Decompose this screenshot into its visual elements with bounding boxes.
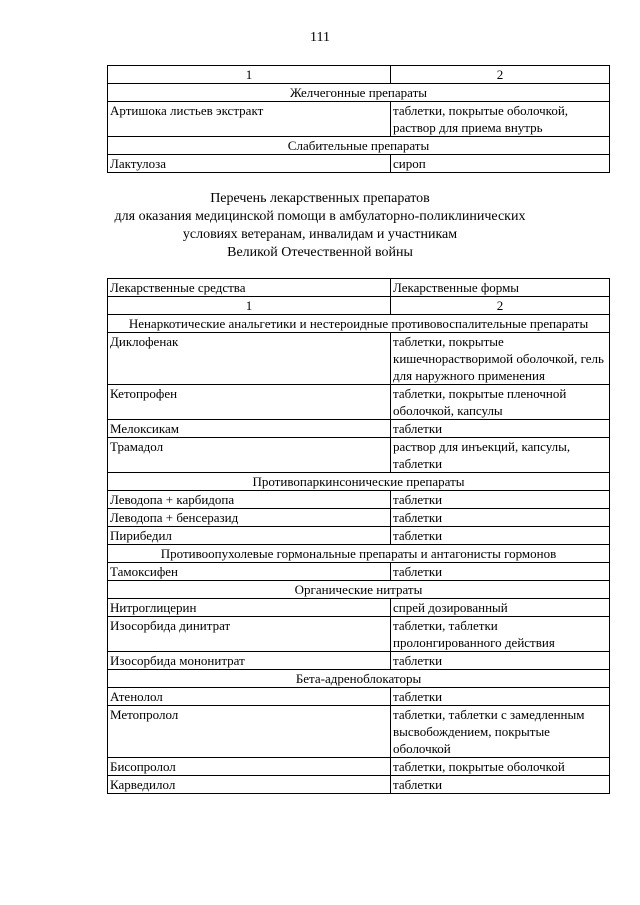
dosage-form-cell: таблетки, покрытые оболочкой, раствор для приема внутрь — [391, 102, 610, 137]
table-row — [108, 491, 610, 509]
title-line: Перечень лекарственных препаратов — [210, 191, 430, 206]
section-row — [108, 545, 610, 563]
column-number-1: 1 — [108, 66, 391, 84]
table-veterans-drugs — [107, 278, 610, 794]
section-row — [108, 315, 610, 333]
drug-name-cell: Тамоксифен — [108, 563, 391, 581]
table-row — [108, 527, 610, 545]
table-row — [108, 333, 610, 385]
dosage-form-cell: сироп — [391, 155, 610, 173]
section-heading: Желчегонные препараты — [108, 84, 610, 102]
section-row — [108, 84, 610, 102]
dosage-form-cell: спрей дозированный — [391, 599, 610, 617]
section-row — [108, 670, 610, 688]
column-number-2: 2 — [391, 297, 610, 315]
section-heading: Слабительные препараты — [108, 137, 610, 155]
dosage-form-cell: раствор для инъекций, капсулы, таблетки — [391, 438, 610, 473]
drug-name-cell: Леводопа + карбидопа — [108, 491, 391, 509]
table-row — [108, 758, 610, 776]
drug-name-cell: Трамадол — [108, 438, 391, 473]
table-column-numbers-row — [108, 297, 610, 315]
title-line: условиях ветеранам, инвалидам и участникам — [182, 227, 458, 242]
title-line: для оказания медицинской помощи в амбулаторно-поликлинических — [114, 209, 526, 224]
section-row — [108, 473, 610, 491]
section-row — [108, 137, 610, 155]
dosage-form-cell: таблетки — [391, 776, 610, 794]
table-header-row — [108, 66, 610, 84]
drug-name-cell: Мелоксикам — [108, 420, 391, 438]
section-heading: Органические нитраты — [108, 581, 610, 599]
drug-name-cell: Бисопролол — [108, 758, 391, 776]
drug-name-cell: Кетопрофен — [108, 385, 391, 420]
column-title-forms: Лекарственные формы — [391, 279, 610, 297]
table-row — [108, 706, 610, 758]
table-column-titles-row — [108, 279, 610, 297]
table-row — [108, 102, 610, 137]
document-title — [0, 190, 640, 262]
dosage-form-cell: таблетки — [391, 509, 610, 527]
dosage-form-cell: таблетки — [391, 688, 610, 706]
column-number-2: 2 — [391, 66, 610, 84]
dosage-form-cell: таблетки — [391, 420, 610, 438]
table-row — [108, 155, 610, 173]
drug-name-cell: Артишока листьев экстракт — [108, 102, 391, 137]
drug-name-cell: Изосорбида мононитрат — [108, 652, 391, 670]
table-row — [108, 385, 610, 420]
dosage-form-cell: таблетки — [391, 652, 610, 670]
table-row — [108, 438, 610, 473]
table-row — [108, 509, 610, 527]
table-row — [108, 776, 610, 794]
page-number: 111 — [310, 30, 330, 45]
dosage-form-cell: таблетки, таблетки с замедленным высвобождением, покрытые оболочкой — [391, 706, 610, 758]
section-heading: Противопаркинсонические препараты — [108, 473, 610, 491]
dosage-form-cell: таблетки — [391, 491, 610, 509]
table-row — [108, 688, 610, 706]
drug-name-cell: Нитроглицерин — [108, 599, 391, 617]
column-title-drugs: Лекарственные средства — [108, 279, 391, 297]
drug-name-cell: Метопролол — [108, 706, 391, 758]
column-number-1: 1 — [108, 297, 391, 315]
section-heading: Противоопухолевые гормональные препараты и антагонисты гормонов — [108, 545, 610, 563]
drug-name-cell: Диклофенак — [108, 333, 391, 385]
table-row — [108, 420, 610, 438]
section-heading: Бета-адреноблокаторы — [108, 670, 610, 688]
drug-name-cell: Изосорбида динитрат — [108, 617, 391, 652]
section-heading: Ненаркотические анальгетики и нестероидные противовоспалительные препараты — [108, 315, 610, 333]
drug-name-cell: Лактулоза — [108, 155, 391, 173]
section-row — [108, 581, 610, 599]
dosage-form-cell: таблетки, покрытые оболочкой — [391, 758, 610, 776]
title-line: Великой Отечественной войны — [227, 245, 413, 260]
drug-name-cell: Леводопа + бенсеразид — [108, 509, 391, 527]
dosage-form-cell: таблетки — [391, 527, 610, 545]
dosage-form-cell: таблетки — [391, 563, 610, 581]
table-row — [108, 652, 610, 670]
dosage-form-cell: таблетки, таблетки пролонгированного действия — [391, 617, 610, 652]
drug-name-cell: Атенолол — [108, 688, 391, 706]
table-cholagogue-laxative — [107, 65, 610, 173]
dosage-form-cell: таблетки, покрытые кишечнорастворимой оболочкой, гель для наружного применения — [391, 333, 610, 385]
dosage-form-cell: таблетки, покрытые пленочной оболочкой, капсулы — [391, 385, 610, 420]
drug-name-cell: Пирибедил — [108, 527, 391, 545]
drug-name-cell: Карведилол — [108, 776, 391, 794]
table-row — [108, 563, 610, 581]
table-row — [108, 599, 610, 617]
table-row — [108, 617, 610, 652]
